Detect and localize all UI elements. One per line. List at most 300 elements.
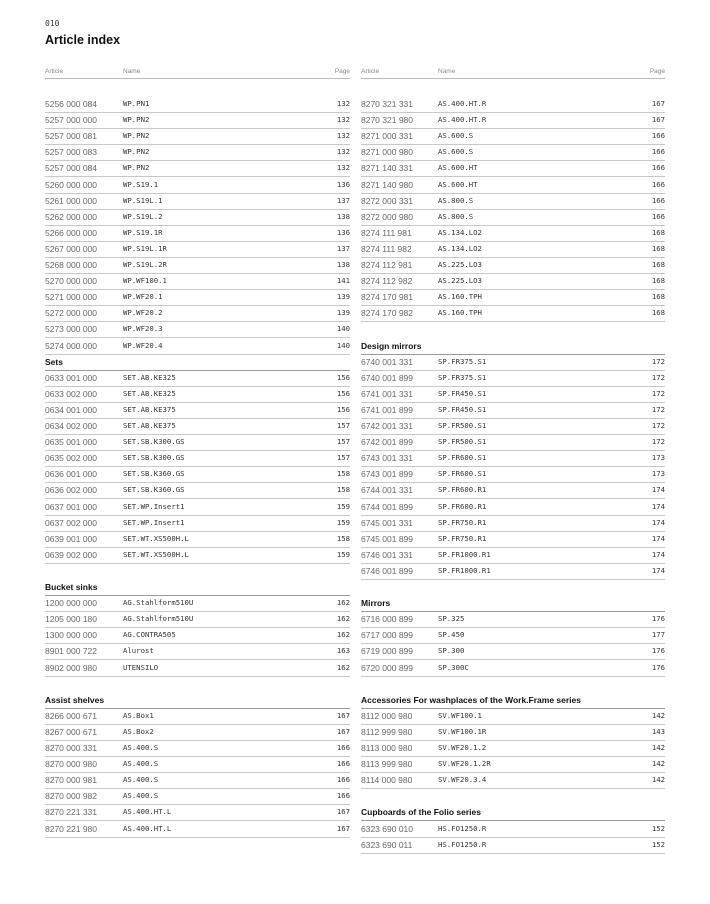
page-reference: 168 [651,276,665,286]
article-name: WP.WF20.4 [123,340,163,350]
article-number: 6743 001 899 [361,469,413,480]
index-row [361,241,665,258]
index-row [361,563,665,580]
article-number: 8266 000 671 [45,710,97,721]
page-reference: 138 [336,260,350,269]
index-row [361,402,665,419]
header-name: Name [123,68,141,75]
page-reference: 172 [651,372,665,382]
article-name: AS.600.S [438,131,474,141]
index-row [45,112,350,129]
article-number: 8270 000 982 [45,791,97,802]
page-reference: 167 [336,823,350,833]
page-reference: 132 [336,115,350,125]
article-number: 6742 001 331 [361,421,413,431]
index-row [361,482,665,499]
article-name: AS.800.S [438,195,474,205]
article-number: 6743 001 331 [361,453,413,464]
index-row [45,434,350,451]
article-number: 5271 000 000 [45,292,97,303]
article-name: AS.134.LO2 [438,243,482,253]
index-row [361,772,665,789]
column-header [45,65,350,79]
index-row [45,708,350,725]
header-article: Article [361,68,380,75]
section-heading-label: Bucket sinks [45,582,98,592]
section-heading-label: Sets [45,356,63,367]
page-reference: 159 [336,517,350,527]
page-reference: 162 [336,614,350,624]
page-reference: 136 [336,227,350,237]
section-heading [361,804,665,821]
article-name: AS.400.S [123,775,159,785]
article-name: WP.S19L.1 [123,195,163,205]
article-number: 5260 000 000 [45,179,97,190]
article-number: 5257 000 084 [45,163,97,174]
article-name: AS.160.TPH [438,308,482,318]
page-reference: 168 [651,308,665,318]
page-reference: 166 [651,163,665,173]
article-name: SET.SB.K300.GS [123,453,185,463]
page-reference: 166 [651,211,665,221]
article-name: SET.SB.K360.GS [123,469,185,479]
article-name: WP.S19L.1R [123,243,167,253]
article-name: SET.AB.KE325 [123,372,176,382]
page-reference: 162 [336,662,350,672]
index-row [361,193,665,210]
article-number: 6744 001 899 [361,501,413,512]
article-name: SP.FR450.S1 [438,404,487,414]
article-name: AS.Box1 [123,710,154,720]
index-row [45,321,350,338]
article-name: AS.225.LO3 [438,260,482,269]
article-name: AS.400.HT.L [123,823,172,833]
article-number: 6746 001 331 [361,549,413,560]
index-row [361,112,665,129]
article-number: 6745 001 331 [361,517,413,528]
article-name: SP.FR600.S1 [438,469,487,479]
page-reference: 173 [651,453,665,463]
article-name: WP.PN2 [123,131,150,141]
index-row [45,96,350,113]
article-number: 5261 000 000 [45,195,97,206]
article-name: WP.S19L.2R [123,260,167,269]
index-row [361,289,665,306]
section-heading-label: Mirrors [361,598,391,609]
index-row [361,434,665,451]
article-number: 5256 000 084 [45,99,97,109]
index-row [45,160,350,177]
article-number: 6323 690 011 [361,839,413,850]
article-number: 0635 001 000 [45,437,97,448]
index-row [361,821,665,838]
article-number: 8902 000 980 [45,662,97,673]
article-name: SET.SB.K360.GS [123,485,185,495]
article-name: WP.WF100.1 [123,276,167,286]
page-reference: 158 [336,469,350,479]
page-reference: 174 [651,533,665,543]
article-number: 5268 000 000 [45,260,97,270]
page-reference: 157 [336,453,350,463]
article-name: Alurost [123,646,154,656]
article-name: SET.WT.XS500H.L [123,549,189,559]
page-reference: 168 [651,243,665,253]
page-reference: 177 [651,630,665,640]
page-reference: 172 [651,404,665,414]
article-number: 0633 002 000 [45,388,97,399]
index-row [361,450,665,467]
article-name: SV.WF20.3.4 [438,775,487,785]
article-number: 8113 000 980 [361,743,413,753]
article-name: SET.WT.XS500H.L [123,533,189,543]
index-row [361,740,665,757]
index-row [45,788,350,805]
index-row [361,724,665,741]
index-row [361,209,665,226]
article-name: SP.FR375.S1 [438,356,487,366]
article-name: AS.600.HT [438,163,478,173]
column-header [361,65,665,79]
article-number: 5267 000 000 [45,243,97,254]
page-reference: 138 [336,211,350,221]
article-name: WP.S19.1 [123,179,159,189]
article-name: SP.300C [438,662,469,672]
page-reference: 174 [651,565,665,575]
index-row [361,531,665,548]
page-reference: 156 [336,372,350,382]
index-row [45,418,350,435]
index-row [361,515,665,532]
page-reference: 157 [336,437,350,447]
article-name: HS.FO1250.R [438,839,487,849]
article-number: 6741 001 899 [361,404,413,415]
section-heading-label: Accessories For washplaces of the Work.Frame series [361,694,581,705]
article-name: WP.WF20.2 [123,308,163,318]
article-name: SP.FR1000.R1 [438,549,491,559]
article-name: SP.FR750.R1 [438,533,487,543]
page-reference: 172 [651,421,665,430]
article-number: 0637 001 000 [45,501,97,512]
page-reference: 143 [651,726,665,736]
article-number: 8272 000 331 [361,195,413,206]
page-reference: 142 [651,743,665,752]
article-number: 0635 002 000 [45,453,97,464]
article-name: AS.Box2 [123,726,154,736]
article-number: 0636 002 000 [45,485,97,496]
article-number: 8270 000 981 [45,775,97,786]
article-name: SV.WF20.1.2R [438,759,491,769]
article-number: 8270 221 980 [45,823,97,834]
header-page: Page [334,68,350,75]
article-name: WP.PN2 [123,115,150,125]
page-reference: 176 [651,646,665,656]
page-reference: 166 [651,147,665,157]
page-reference: 132 [336,163,350,173]
article-number: 8274 112 981 [361,260,413,270]
page-reference: 168 [651,260,665,269]
page-reference: 137 [336,243,350,253]
article-number: 6717 000 899 [361,630,413,641]
page-reference: 174 [651,485,665,495]
article-name: AS.400.HT.L [123,807,172,817]
section-heading-label: Cupboards of the Folio series [361,807,481,818]
index-row [45,740,350,757]
page-reference: 157 [336,421,350,430]
page-reference: 163 [336,646,350,656]
index-row [45,547,350,564]
page-reference: 158 [336,533,350,543]
article-name: WP.WF20.3 [123,324,163,334]
article-number: 8272 000 980 [361,211,413,222]
article-number: 5257 000 083 [45,147,97,158]
page-reference: 141 [336,276,350,286]
article-name: WP.S19.1R [123,227,163,237]
page-reference: 132 [336,131,350,141]
article-number: 8271 140 331 [361,163,413,174]
article-number: 8274 111 982 [361,243,412,254]
page-reference: 168 [651,292,665,302]
article-number: 0633 001 000 [45,372,97,383]
index-row [361,499,665,516]
index-row [45,209,350,226]
page-reference: 132 [336,147,350,157]
article-number: 8114 000 980 [361,775,413,786]
article-name: AS.400.HT.R [438,99,487,108]
index-row [45,289,350,306]
page-reference: 167 [336,726,350,736]
index-row [361,660,665,677]
article-number: 5272 000 000 [45,308,97,319]
article-name: AS.400.S [123,743,159,752]
page-reference: 162 [336,598,350,608]
article-number: 5270 000 000 [45,276,97,287]
index-row [45,643,350,660]
article-number: 6745 001 899 [361,533,413,544]
page-reference: 142 [651,759,665,769]
index-row [361,756,665,773]
page-reference: 166 [336,791,350,801]
article-name: SET.AB.KE375 [123,421,176,430]
article-name: AS.160.TPH [438,292,482,302]
section-heading-label: Assist shelves [45,694,105,705]
article-name: SP.450 [438,630,465,640]
article-name: SP.300 [438,646,465,656]
article-name: AS.600.HT [438,179,478,189]
index-row [361,144,665,161]
index-row [45,257,350,274]
page-reference: 136 [336,179,350,189]
article-number: 5274 000 000 [45,340,97,351]
article-number: 8271 000 331 [361,131,413,142]
article-name: AG.Stahlform510U [123,614,194,624]
index-row [361,225,665,242]
article-name: SP.FR1000.R1 [438,565,491,575]
page-reference: 167 [651,99,665,108]
page-reference: 167 [336,807,350,817]
article-number: 6741 001 331 [361,388,413,399]
section-heading [361,338,665,355]
page-reference: 173 [651,469,665,479]
page-reference: 139 [336,308,350,318]
article-number: 0634 001 000 [45,404,97,415]
article-name: SET.WP.Insert1 [123,501,185,511]
article-number: 6716 000 899 [361,614,413,625]
index-row [361,837,665,854]
article-number: 8112 999 980 [361,726,413,737]
page-reference: 152 [651,823,665,833]
index-row [361,643,665,660]
article-number: 8274 112 982 [361,276,413,287]
article-name: AG.CONTRA505 [123,630,176,640]
page-reference: 140 [336,324,350,334]
article-name: AS.400.HT.R [438,115,487,125]
article-name: AS.400.S [123,791,159,801]
article-name: WP.WF20.1 [123,292,163,302]
index-row [45,144,350,161]
page-reference: 174 [651,501,665,511]
page-reference: 159 [336,549,350,559]
page-reference: 158 [336,485,350,495]
page-reference: 159 [336,501,350,511]
article-name: SP.FR600.S1 [438,453,487,463]
article-number: 6746 001 899 [361,565,413,576]
index-row [45,450,350,467]
article-name: AS.600.S [438,147,474,157]
article-number: 8270 000 980 [45,759,97,770]
page-reference: 152 [651,839,665,849]
article-number: 8270 321 331 [361,99,413,109]
article-number: 8270 221 331 [45,807,97,818]
article-number: 8274 170 982 [361,308,413,319]
index-row [361,273,665,290]
article-number: 6740 001 899 [361,372,413,383]
article-name: AG.Stahlform510U [123,598,194,608]
article-number: 8270 000 331 [45,743,97,753]
article-number: 6719 000 899 [361,646,413,657]
article-number: 5273 000 000 [45,324,97,335]
article-name: AS.225.LO3 [438,276,482,286]
section-heading [361,692,665,709]
index-row [45,273,350,290]
page-reference: 137 [336,195,350,205]
page-reference: 168 [651,227,665,237]
article-name: SET.AB.KE375 [123,404,176,414]
page-reference: 139 [336,292,350,302]
index-row [361,370,665,387]
article-number: 8113 999 980 [361,759,413,770]
article-number: 1205 000 180 [45,614,97,625]
article-name: SV.WF100.1 [438,710,482,720]
article-name: WP.PN2 [123,163,150,173]
index-row [45,402,350,419]
page-reference: 142 [651,775,665,785]
article-name: SP.325 [438,614,465,624]
index-row [361,547,665,564]
index-row [361,386,665,403]
article-number: 8271 000 980 [361,147,413,158]
index-row [45,370,350,387]
article-number: 6323 690 010 [361,823,413,834]
article-number: 0637 002 000 [45,517,97,528]
article-number: 5262 000 000 [45,211,97,222]
article-number: 6742 001 899 [361,437,413,448]
article-name: SP.FR600.R1 [438,501,487,511]
article-number: 0639 001 000 [45,533,97,544]
article-name: SP.FR450.S1 [438,388,487,398]
section-heading [361,595,665,612]
index-row [45,724,350,741]
index-row [45,821,350,838]
page-reference: 166 [336,775,350,785]
page-reference: 176 [651,614,665,624]
article-name: WP.PN2 [123,147,150,157]
article-name: AS.800.S [438,211,474,221]
index-row [361,354,665,371]
index-row [45,241,350,258]
header-name: Name [438,68,456,75]
article-name: SP.FR500.S1 [438,437,487,447]
article-number: 1200 000 000 [45,598,97,609]
section-heading [45,579,350,596]
page-number: 010 [45,19,60,28]
article-name: AS.400.S [123,759,159,769]
article-number: 6744 001 331 [361,485,413,496]
index-row [45,466,350,483]
page-reference: 166 [336,759,350,769]
article-number: 8901 000 722 [45,646,97,657]
page-reference: 172 [651,388,665,398]
page-reference: 166 [336,743,350,752]
page-reference: 162 [336,630,350,640]
page-reference: 167 [336,710,350,720]
index-row [45,305,350,322]
index-row [361,627,665,644]
article-number: 0639 002 000 [45,549,97,560]
index-row [361,96,665,113]
page-reference: 172 [651,356,665,366]
article-name: WP.S19L.2 [123,211,163,221]
article-number: 1300 000 000 [45,630,97,641]
index-row [45,660,350,677]
index-row [45,804,350,821]
article-number: 8112 000 980 [361,710,413,721]
index-row [45,772,350,789]
article-name: SP.FR750.R1 [438,517,487,527]
page-reference: 156 [336,388,350,398]
section-heading-label: Design mirrors [361,340,422,351]
index-row [361,466,665,483]
article-name: WP.PN1 [123,99,150,108]
article-name: SP.FR375.S1 [438,372,487,382]
header-article: Article [45,68,64,75]
index-row [361,177,665,194]
article-name: SET.AB.KE325 [123,388,176,398]
index-row [45,499,350,516]
article-number: 0636 001 000 [45,469,97,480]
index-row [361,305,665,322]
index-row [45,128,350,145]
index-row [45,386,350,403]
article-number: 8270 321 980 [361,115,413,126]
index-row [45,482,350,499]
section-heading [45,692,350,709]
page-reference: 174 [651,517,665,527]
page-reference: 166 [651,131,665,141]
article-name: SP.FR600.R1 [438,485,487,495]
page-reference: 166 [651,195,665,205]
article-name: UTENSILO [123,662,159,672]
article-name: AS.134.LO2 [438,227,482,237]
